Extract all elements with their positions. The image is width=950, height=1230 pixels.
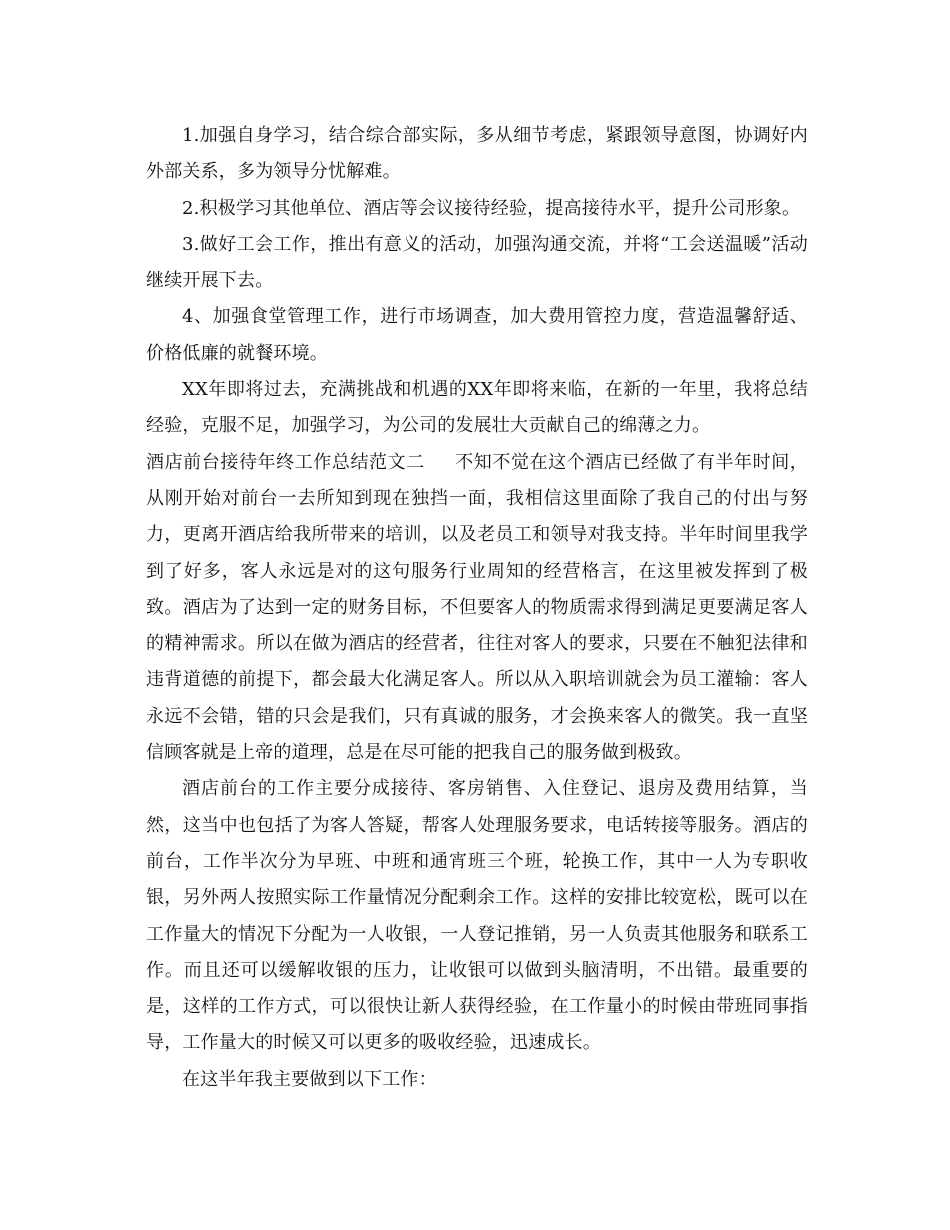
section-paragraph	[146, 445, 808, 772]
paragraph-3: 3.做好工会工作，推出有意义的活动，加强沟通交流，并将“工会送温暖”活动继续开展下去。	[146, 233, 808, 292]
paragraph-5: XX年即将过去，充满挑战和机遇的XX年即将来临，在新的一年里，我将总结经验，克服不足，加强学习，为公司的发展壮大贡献自己的绵薄之力。	[146, 379, 808, 437]
document-body	[146, 118, 808, 1098]
paragraph-4: 4、加强食堂管理工作，进行市场调查，加大费用管控力度，营造温馨舒适、价格低廉的就餐环境。	[146, 306, 808, 364]
paragraph-1: 1.加强自身学习，结合综合部实际，多从细节考虑，紧跟领导意图，协调好内外部关系，多为领导分忧解难。	[146, 125, 808, 183]
paragraph-7: 酒店前台的工作主要分成接待、客房销售、入住登记、退房及费用结算，当然，这当中也包括了为客人答疑，帮客人处理服务要求，电话转接等服务。酒店的前台，工作半次分为早班、中班和通宵班三个班，轮换工作，其中一人为专职收银，另外两人按照实际工作量情况分配剩余工作。这样的安排比较宽松，既可以在工作量大的情况下分配为一人收银，一人登记推销，另一人负责其他服务和联系工作。而且还可以缓解收银的压力，让收银可以做到头脑清明，不出错。最重要的是，这样的工作方式，可以很快让新人获得经验，在工作量小的时候由带班同事指导，工作量大的时候又可以更多的吸收经验，迅速成长。	[146, 778, 808, 1054]
section-intro: 不知不觉在这个酒店已经做了有半年时间，从刚开始对前台一去所知到现在独挡一面，我相信这里面除了我自己的付出与努力，更离开酒店给我所带来的培训，以及老员工和领导对我支持。半年时间里我学到了好多，客人永远是对的这句服务行业周知的经营格言，在这里被发挥到了极致。酒店为了达到一定的财务目标，不但要客人的物质需求得到满足更要满足客人的精神需求。所以在做为酒店的经营者，往往对客人的要求，只要在不触犯法律和违背道德的前提下，都会最大化满足客人。所以从入职培训就会为员工灌输：客人永远不会错，错的只会是我们，只有真诚的服务，才会换来客人的微笑。我一直坚信顾客就是上帝的道理，总是在尽可能的把我自己的服务做到极致。	[146, 451, 808, 764]
section-title: 酒店前台接待年终工作总结范文二	[146, 451, 425, 473]
paragraph-2: 2.积极学习其他单位、酒店等会议接待经验，提高接待水平，提升公司形象。	[182, 197, 801, 219]
paragraph-8: 在这半年我主要做到以下工作：	[182, 1068, 437, 1090]
